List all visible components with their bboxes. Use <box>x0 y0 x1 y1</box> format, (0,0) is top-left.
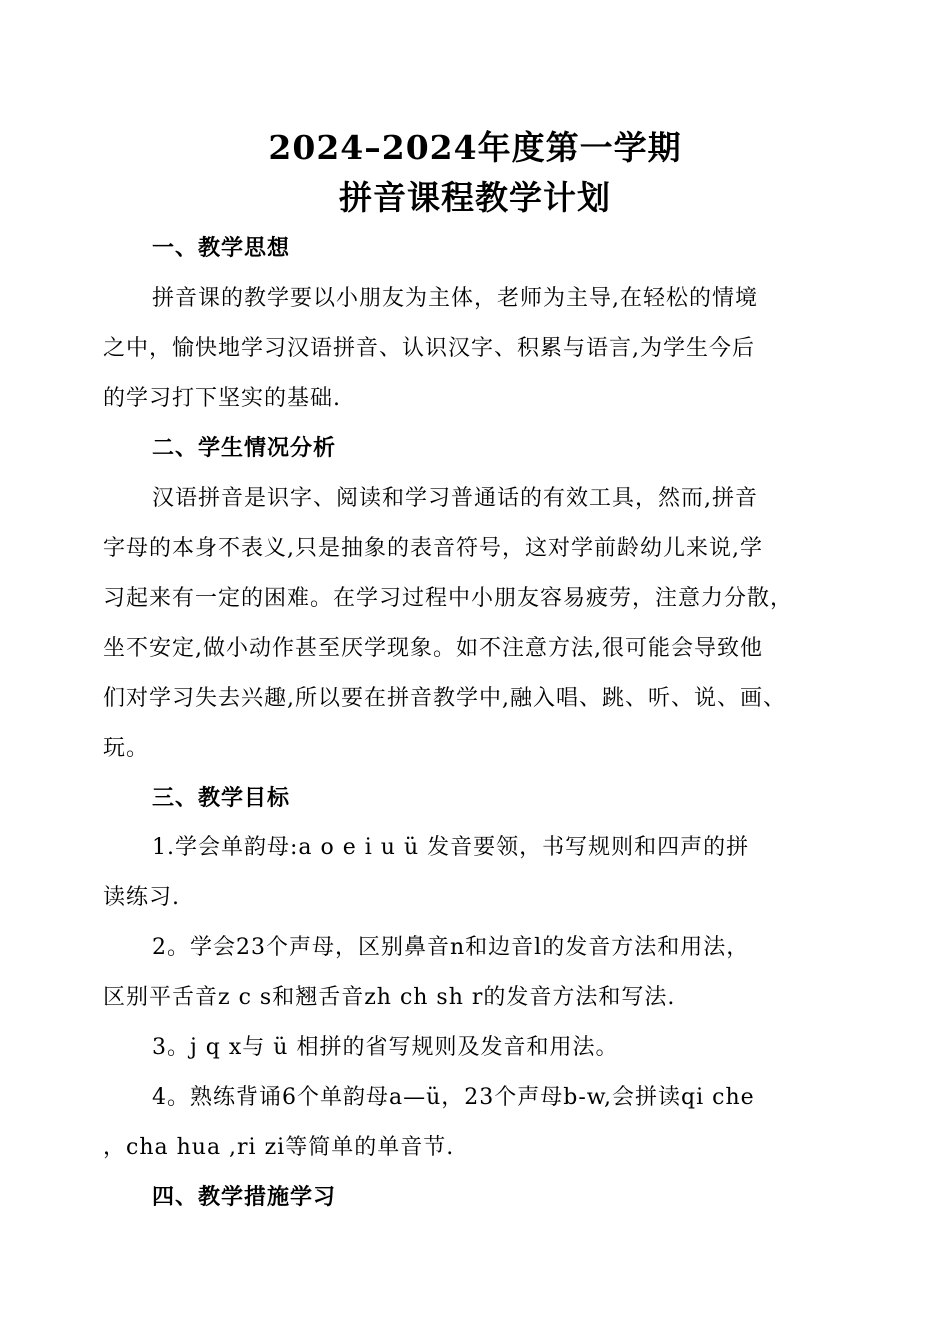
paragraph-line: 拼音课的教学要以小朋友为主体，老师为主导,在轻松的情境 <box>152 286 758 311</box>
paragraph-line: 1.学会单韵母:a o e i u ü 发音要领，书写规则和四声的拼 <box>152 835 750 860</box>
paragraph-line: 之中，愉快地学习汉语拼音、认识汉字、积累与语言,为学生今后 <box>103 336 755 361</box>
section-heading-teaching-goals: 三、教学目标 <box>152 786 291 811</box>
paragraph-line: 4。熟练背诵6个单韵母a—ü，23个声母b-w,会拼读qi che <box>152 1085 755 1110</box>
section-heading-teaching-measures: 四、教学措施学习 <box>152 1185 337 1210</box>
paragraph-line: 2。学会23个声母，区别鼻音n和边音l的发音方法和用法， <box>152 935 750 960</box>
paragraph-line: ，cha hua ,ri zi等简单的单音节. <box>103 1135 455 1160</box>
paragraph-line: 习起来有一定的困难。在学习过程中小朋友容易疲劳，注意力分散， <box>103 586 794 611</box>
section-heading-student-analysis: 二、学生情况分析 <box>152 436 337 461</box>
paragraph-line: 坐不安定,做小动作甚至厌学现象。如不注意方法,很可能会导致他 <box>103 636 763 661</box>
paragraph-line: 3。j q x与 ü 相拼的省写规则及发音和用法。 <box>152 1035 619 1060</box>
paragraph-line: 区别平舌音z c s和翘舌音zh ch sh r的发音方法和写法. <box>103 985 676 1010</box>
document-title-line-1: 2024–2024年度第一学期 <box>268 128 682 167</box>
paragraph-line: 的学习打下坚实的基础. <box>103 386 341 411</box>
document-title-line-2: 拼音课程教学计划 <box>339 178 611 217</box>
paragraph-line: 字母的本身不表义,只是抽象的表音符号，这对学前龄幼儿来说,学 <box>103 536 763 561</box>
paragraph-line: 汉语拼音是识字、阅读和学习普通话的有效工具，然而,拼音 <box>152 486 758 511</box>
paragraph-line: 读练习. <box>103 885 180 910</box>
paragraph-line: 玩。 <box>103 736 150 761</box>
paragraph-line: 们对学习失去兴趣,所以要在拼音教学中,融入唱、跳、听、说、画、 <box>103 686 786 711</box>
section-heading-teaching-philosophy: 一、教学思想 <box>152 236 291 261</box>
